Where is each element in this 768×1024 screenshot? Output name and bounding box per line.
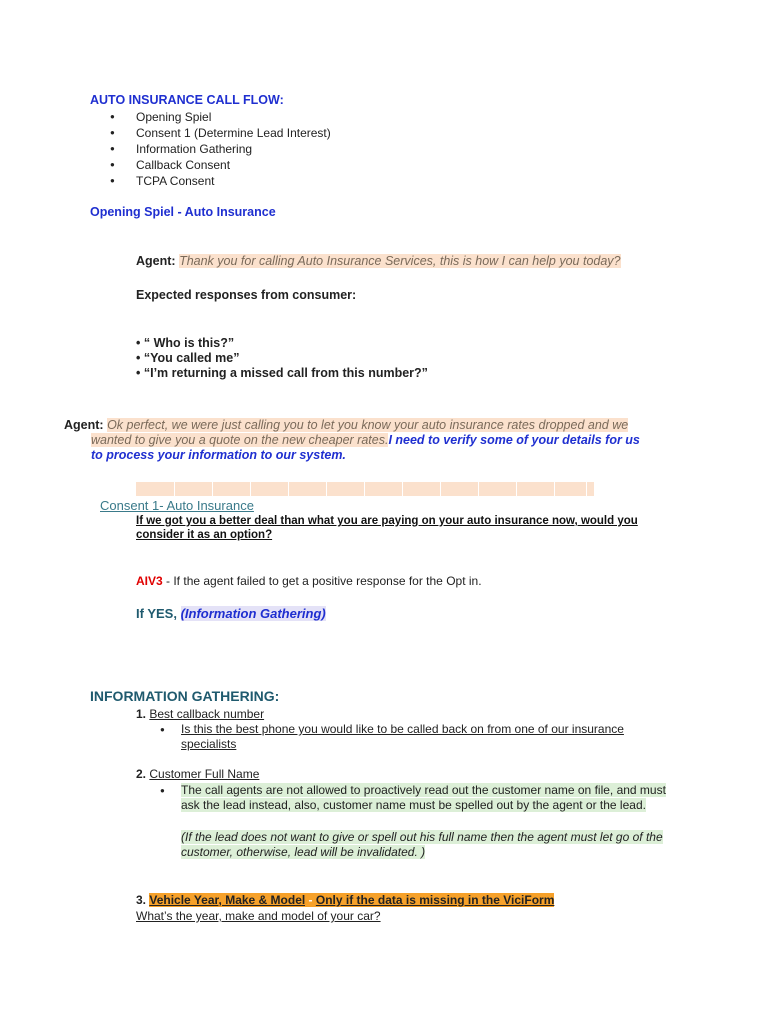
flow-item: ● Consent 1 (Determine Lead Interest) xyxy=(110,125,331,141)
flow-item: ● Opening Spiel xyxy=(110,109,331,125)
response-item: • “ Who is this?” xyxy=(136,336,235,350)
aiv-note xyxy=(136,574,482,588)
agent-line-1 xyxy=(136,254,621,268)
bullet-icon: ● xyxy=(160,725,165,734)
item-2-bullet xyxy=(160,783,666,813)
highlight-bar xyxy=(136,482,594,496)
agent2-italic-a: Ok perfect, we were just calling you to let you know your auto insurance rates dropped and we xyxy=(107,418,629,432)
agent2-bold-b: I need to verify some of your details for us xyxy=(388,433,640,447)
consent-question xyxy=(136,514,638,542)
agent-label: Agent: xyxy=(136,254,176,268)
flow-item: ● Information Gathering xyxy=(110,141,331,157)
item-1-bullet xyxy=(160,722,624,752)
agent2-italic-b: wanted to give you a quote on the new cheaper rates. xyxy=(91,433,389,447)
item-note: Only if the data is missing in the ViciForm xyxy=(315,893,555,907)
response-item: • “I’m returning a missed call from this number?” xyxy=(136,366,428,380)
document-heading: AUTO INSURANCE CALL FLOW: xyxy=(90,93,284,107)
item-number: 1. xyxy=(136,707,147,721)
item-number: 2. xyxy=(136,767,147,781)
aiv-code: AIV3 xyxy=(136,574,163,588)
item-3-question: What’s the year, make and model of your car? xyxy=(136,909,381,923)
if-yes-line xyxy=(136,606,326,621)
bullet-text: Is this the best phone you would like to be called back on from one of our insurance xyxy=(181,722,624,736)
item-separator: - xyxy=(305,893,316,907)
item-title: Vehicle Year, Make & Model xyxy=(149,893,306,907)
agent-line-2 xyxy=(64,418,640,463)
info-gathering-title: INFORMATION GATHERING: xyxy=(90,688,280,704)
flow-item: ● TCPA Consent xyxy=(110,173,331,189)
responses-list xyxy=(136,336,428,381)
agent-script-text: Thank you for calling Auto Insurance Services, this is how I can help you today? xyxy=(179,254,621,268)
bullet-text: specialists xyxy=(181,737,237,751)
item-2-heading xyxy=(136,767,259,781)
note-text: customer, otherwise, lead will be invalidated. ) xyxy=(181,845,426,859)
bullet-text: ask the lead instead, also, customer name must be spelled out by the agent or the lead. xyxy=(181,798,646,812)
item-3-heading xyxy=(136,893,554,907)
consent-question-line: If we got you a better deal than what you are paying on your auto insurance now, would you xyxy=(136,515,638,527)
consent-title: Consent 1- Auto Insurance xyxy=(100,498,254,513)
opening-spiel-title: Opening Spiel - Auto Insurance xyxy=(90,205,276,219)
agent2-bold-c: to process your information to our system. xyxy=(91,448,346,462)
info-gathering-link[interactable]: (Information Gathering) xyxy=(180,606,326,621)
consent-question-line: consider it as an option? xyxy=(136,529,273,541)
agent2-label: Agent: xyxy=(64,418,104,432)
flow-list xyxy=(110,109,331,189)
note-text: (If the lead does not want to give or spell out his full name then the agent must let go of the xyxy=(181,830,663,844)
item-title: Customer Full Name xyxy=(149,767,260,781)
item-2-note xyxy=(181,830,663,860)
expected-responses-label: Expected responses from consumer: xyxy=(136,288,357,302)
response-item: • “You called me” xyxy=(136,351,240,365)
bullet-icon: ● xyxy=(160,786,165,795)
if-yes-label: If YES, xyxy=(136,606,177,621)
aiv-text: - If the agent failed to get a positive response for the Opt in. xyxy=(162,574,482,588)
bullet-text: The call agents are not allowed to proactively read out the customer name on file, and must xyxy=(181,783,666,797)
item-title: Best callback number xyxy=(149,707,265,721)
item-number: 3. xyxy=(136,893,147,907)
item-1-heading xyxy=(136,707,264,721)
flow-item: ● Callback Consent xyxy=(110,157,331,173)
